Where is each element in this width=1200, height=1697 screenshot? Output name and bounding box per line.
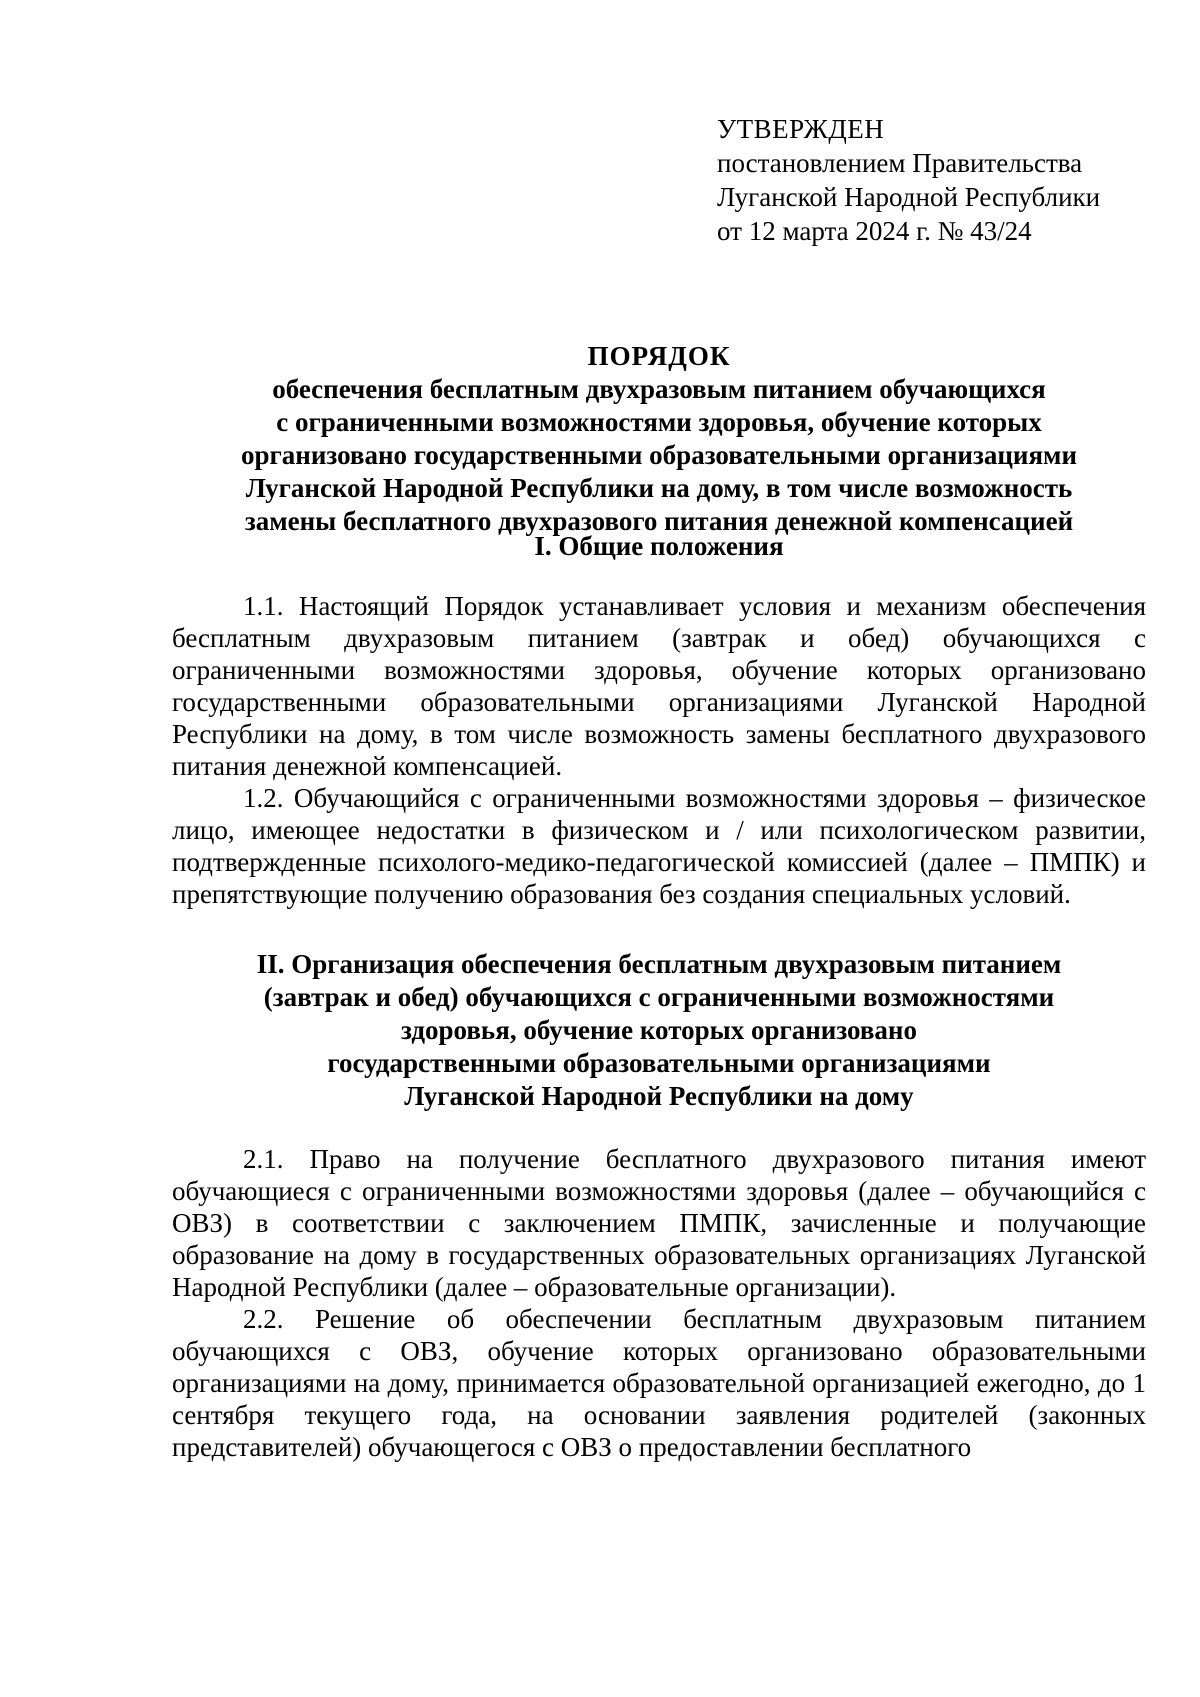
document-title-line: с ограниченными возможностями здоровья, обучение которых — [276, 407, 1042, 437]
section-2-heading-line: Луганской Народной Республики на дому — [404, 1081, 914, 1111]
section-2-heading — [172, 948, 1146, 1113]
document-title-line: организовано государственными образовательными организациями — [240, 440, 1078, 470]
document-title-main: ПОРЯДОК — [587, 341, 731, 371]
document-title-line: замены бесплатного двухразового питания денежной компенсацией — [244, 506, 1074, 536]
section-2-heading-line: здоровья, обучение которых организовано — [400, 1015, 917, 1045]
section-2-heading-line: (завтрак и обед) обучающихся с ограниченными возможностями — [263, 982, 1055, 1012]
document-title-line: обеспечения бесплатным двухразовым питанием обучающихся — [272, 374, 1046, 404]
approval-authority: постановлением Правительства — [717, 148, 1083, 178]
paragraph-1-2: 1.2. Обучающийся с ограниченными возможностями здоровья – физическое лицо, имеющее недостатки в физическом и / или психологическом развитии, подтвержденные психолого-медико-педагогической комиссией (далее – ПМПК) и препятствующие получению образования без создания специальных условий. — [172, 783, 1146, 909]
document-title — [172, 340, 1146, 538]
section-1-body — [172, 590, 1146, 910]
paragraph-1-1: 1.1. Настоящий Порядок устанавливает условия и механизм обеспечения бесплатным двухразовым питанием (завтрак и обед) обучающихся с ограниченными возможностями здоровья, обучение которых организовано государственными образовательными организациями Луганской Народной Республики на дому, в том числе возможность замены бесплатного двухразового питания денежной компенсацией. — [172, 591, 1146, 781]
section-2-body — [172, 1143, 1146, 1463]
section-1-heading-text: I. Общие положения — [534, 531, 784, 561]
approval-block — [717, 112, 1177, 248]
paragraph-2-1: 2.1. Право на получение бесплатного двухразового питания имеют обучающиеся с ограниченными возможностями здоровья (далее – обучающийся с ОВЗ) в соответствии с заключением ПМПК, зачисленные и получающие образование на дому в государственных образовательных организациях Луганской Народной Республики (далее – образовательные организации). — [172, 1144, 1146, 1302]
section-2-heading-line: государственными образовательными организациями — [327, 1048, 991, 1078]
approval-authority-name: Луганской Народной Республики — [717, 182, 1101, 212]
section-1-heading — [172, 530, 1146, 563]
paragraph-2-2: 2.2. Решение об обеспечении бесплатным двухразовым питанием обучающихся с ОВЗ, обучение которых организовано образовательными организациями на дому, принимается образовательной организацией ежегодно, до 1 сентября текущего года, на основании заявления родителей (законных представителей) обучающегося с ОВЗ о предоставлении бесплатного — [172, 1304, 1146, 1462]
approval-status: УТВЕРЖДЕН — [717, 114, 885, 144]
approval-date-number: от 12 марта 2024 г. № 43/24 — [717, 216, 1032, 246]
document-title-line: Луганской Народной Республики на дому, в том числе возможность — [245, 473, 1073, 503]
section-2-heading-line: II. Организация обеспечения бесплатным двухразовым питанием — [256, 949, 1062, 979]
